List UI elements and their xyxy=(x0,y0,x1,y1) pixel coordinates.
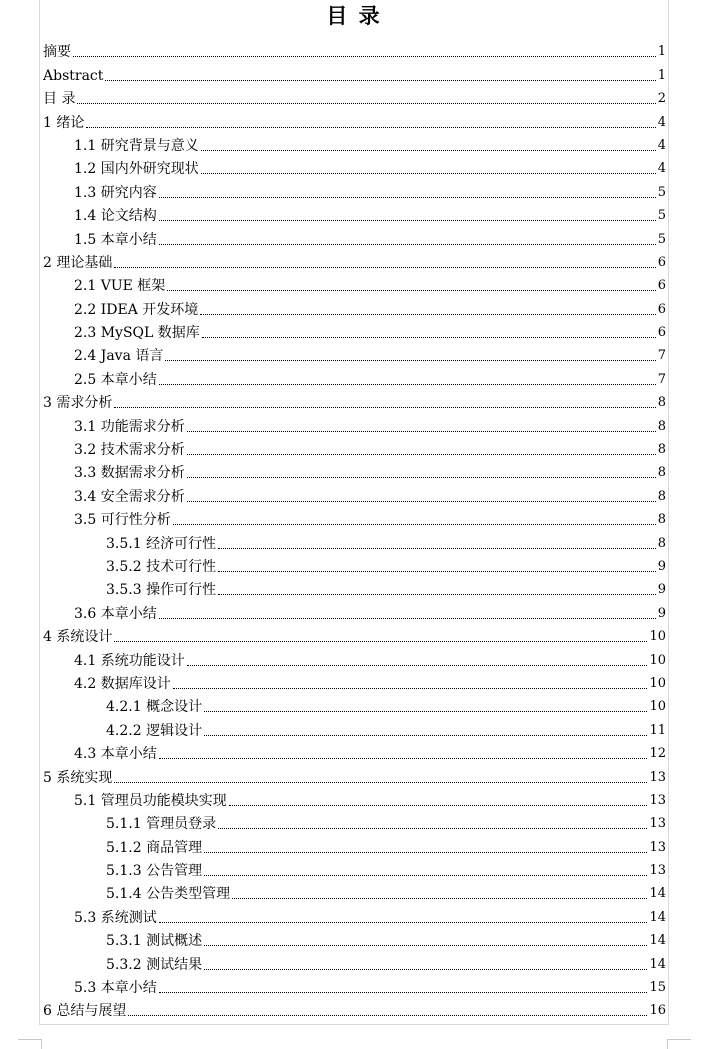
toc-entry-label: 1.5 本章小结 xyxy=(74,231,157,248)
toc-dot-leader xyxy=(187,501,656,502)
toc-entry[interactable] xyxy=(43,202,666,225)
page-corner-mark-left xyxy=(18,1039,42,1048)
toc-entry[interactable] xyxy=(43,646,666,669)
toc-entry-label: 2.1 VUE 框架 xyxy=(74,278,166,295)
toc-entry-label: 5.3 本章小结 xyxy=(74,980,157,997)
toc-dot-leader xyxy=(114,267,655,268)
toc-entry[interactable] xyxy=(43,132,666,155)
toc-entry[interactable] xyxy=(43,787,666,810)
toc-dot-leader xyxy=(218,594,656,595)
toc-entry-page-number: 13 xyxy=(649,816,666,832)
toc-entry-page-number: 13 xyxy=(649,839,666,855)
toc-dot-leader xyxy=(165,360,655,361)
toc-entry[interactable] xyxy=(43,974,666,997)
toc-entry-page-number: 5 xyxy=(657,208,666,224)
toc-entry[interactable] xyxy=(43,155,666,178)
toc-dot-leader xyxy=(204,875,647,876)
toc-dot-leader xyxy=(173,688,648,689)
toc-entry-page-number: 1 xyxy=(657,67,666,83)
toc-entry[interactable] xyxy=(43,693,666,716)
toc-entry-label: 1 绪论 xyxy=(43,114,85,131)
toc-entry-page-number: 6 xyxy=(657,278,666,294)
toc-entry[interactable] xyxy=(43,670,666,693)
toc-entry-label: 3.5.1 经济可行性 xyxy=(106,535,217,552)
toc-entry-page-number: 11 xyxy=(649,722,666,738)
toc-entry-page-number: 8 xyxy=(657,535,666,551)
toc-dot-leader xyxy=(159,220,656,221)
toc-entry-page-number: 8 xyxy=(657,488,666,504)
toc-entry-page-number: 2 xyxy=(657,91,666,107)
toc-entry-label: 4.2 数据库设计 xyxy=(74,675,171,692)
toc-entry-page-number: 16 xyxy=(649,1003,666,1019)
toc-entry[interactable] xyxy=(43,365,666,388)
toc-dot-leader xyxy=(159,758,648,759)
toc-entry-page-number: 6 xyxy=(657,301,666,317)
toc-entry-label: 4 系统设计 xyxy=(43,629,113,646)
toc-entry-label: 5.1.4 公告类型管理 xyxy=(106,886,231,903)
toc-entry-label: 3 需求分析 xyxy=(43,395,113,412)
toc-entry-page-number: 14 xyxy=(649,886,666,902)
toc-entry[interactable] xyxy=(43,833,666,856)
toc-entry[interactable] xyxy=(43,576,666,599)
toc-entry-label: 5.1.1 管理员登录 xyxy=(106,816,217,833)
toc-entry-page-number: 1 xyxy=(657,44,666,60)
toc-entry[interactable] xyxy=(43,810,666,833)
toc-entry-label: 目 录 xyxy=(43,91,76,108)
toc-entry[interactable] xyxy=(43,295,666,318)
toc-entry[interactable] xyxy=(43,740,666,763)
toc-entry-label: 5.1.2 商品管理 xyxy=(106,839,203,856)
toc-entry-label: 4.2.2 逻辑设计 xyxy=(106,722,203,739)
toc-entry-label: 2.4 Java 语言 xyxy=(74,348,164,365)
toc-entry[interactable] xyxy=(43,599,666,622)
toc-entry-label: 6 总结与展望 xyxy=(43,1003,127,1020)
toc-dot-leader xyxy=(114,407,655,408)
toc-dot-leader xyxy=(187,431,656,432)
toc-entry-label: 3.2 技术需求分析 xyxy=(74,442,185,459)
toc-entry-page-number: 4 xyxy=(657,137,666,153)
toc-entry[interactable] xyxy=(43,61,666,84)
toc-entry[interactable] xyxy=(43,319,666,342)
toc-entry[interactable] xyxy=(43,529,666,552)
toc-entry[interactable] xyxy=(43,997,666,1020)
toc-entry-page-number: 7 xyxy=(657,371,666,387)
toc-entry-label: 5.3.1 测试概述 xyxy=(106,933,203,950)
toc-dot-leader xyxy=(204,945,647,946)
toc-entry[interactable] xyxy=(43,272,666,295)
toc-entry-page-number: 5 xyxy=(657,231,666,247)
toc-entry-label: 2 理论基础 xyxy=(43,254,113,271)
toc-dot-leader xyxy=(114,641,647,642)
toc-entry-label: 2.3 MySQL 数据库 xyxy=(74,325,200,342)
toc-entry-page-number: 9 xyxy=(657,605,666,621)
toc-dot-leader xyxy=(218,548,656,549)
toc-entry-label: 1.1 研究背景与意义 xyxy=(74,137,199,154)
toc-dot-leader xyxy=(204,711,647,712)
toc-dot-leader xyxy=(229,805,648,806)
toc-entry-page-number: 4 xyxy=(657,114,666,130)
toc-entry-label: 4.3 本章小结 xyxy=(74,746,157,763)
toc-dot-leader xyxy=(128,1015,647,1016)
toc-entry-label: 3.1 功能需求分析 xyxy=(74,418,185,435)
toc-dot-leader xyxy=(187,454,656,455)
toc-entry[interactable] xyxy=(43,880,666,903)
toc-entry[interactable] xyxy=(43,459,666,482)
toc-entry[interactable] xyxy=(43,857,666,880)
toc-dot-leader xyxy=(204,735,647,736)
toc-entry-page-number: 6 xyxy=(657,254,666,270)
toc-entry-label: Abstract xyxy=(43,67,104,84)
toc-entry-page-number: 9 xyxy=(657,582,666,598)
toc-dot-leader xyxy=(159,197,656,198)
toc-dot-leader xyxy=(77,103,655,104)
toc-entry-page-number: 12 xyxy=(649,746,666,762)
page-corner-mark-right xyxy=(667,1039,691,1048)
toc-entry-label: 2.5 本章小结 xyxy=(74,371,157,388)
toc-entry-page-number: 13 xyxy=(649,792,666,808)
document-page xyxy=(39,0,669,1025)
toc-dot-leader xyxy=(86,127,655,128)
toc-entry-page-number: 10 xyxy=(649,652,666,668)
toc-entry[interactable] xyxy=(43,342,666,365)
toc-dot-leader xyxy=(159,244,656,245)
toc-entry-page-number: 10 xyxy=(649,629,666,645)
toc-entry[interactable] xyxy=(43,553,666,576)
toc-entry[interactable] xyxy=(43,763,666,786)
toc-dot-leader xyxy=(202,337,656,338)
toc-entry-label: 5.1 管理员功能模块实现 xyxy=(74,792,227,809)
toc-entry[interactable] xyxy=(43,389,666,412)
toc-entry[interactable] xyxy=(43,950,666,973)
toc-entry[interactable] xyxy=(43,38,666,61)
toc-dot-leader xyxy=(201,150,656,151)
toc-entry-label: 3.5.2 技术可行性 xyxy=(106,558,217,575)
toc-entry-page-number: 15 xyxy=(649,980,666,996)
toc-dot-leader xyxy=(167,290,655,291)
toc-dot-leader xyxy=(159,992,648,993)
toc-entry-label: 3.5 可行性分析 xyxy=(74,512,171,529)
toc-entry-label: 5 系统实现 xyxy=(43,769,113,786)
toc-entry[interactable] xyxy=(43,412,666,435)
toc-entry[interactable] xyxy=(43,225,666,248)
toc-entry-label: 4.2.1 概念设计 xyxy=(106,699,203,716)
toc-dot-leader xyxy=(73,56,656,57)
toc-dot-leader xyxy=(218,828,647,829)
toc-entry-label: 1.3 研究内容 xyxy=(74,184,157,201)
toc-entry-page-number: 10 xyxy=(649,699,666,715)
toc-entry-label: 1.2 国内外研究现状 xyxy=(74,161,199,178)
toc-entry-label: 5.3.2 测试结果 xyxy=(106,956,203,973)
toc-entry[interactable] xyxy=(43,903,666,926)
toc-dot-leader xyxy=(187,477,656,478)
toc-dot-leader xyxy=(159,384,656,385)
toc-dot-leader xyxy=(201,173,656,174)
toc-entry-label: 3.3 数据需求分析 xyxy=(74,465,185,482)
toc-dot-leader xyxy=(114,782,647,783)
toc-entry[interactable] xyxy=(43,927,666,950)
toc-entry-label: 5.3 系统测试 xyxy=(74,909,157,926)
toc-dot-leader xyxy=(218,571,656,572)
toc-entry[interactable] xyxy=(43,482,666,505)
toc-dot-leader xyxy=(204,969,647,970)
toc-entry[interactable] xyxy=(43,108,666,131)
toc-entry-page-number: 6 xyxy=(657,325,666,341)
toc-entry-label: 1.4 论文结构 xyxy=(74,208,157,225)
toc-entry-label: 4.1 系统功能设计 xyxy=(74,652,185,669)
toc-entry[interactable] xyxy=(43,436,666,459)
toc-dot-leader xyxy=(173,524,656,525)
toc-entry-page-number: 14 xyxy=(649,933,666,949)
toc-entry-label: 摘要 xyxy=(43,44,71,61)
toc-entry-label: 3.5.3 操作可行性 xyxy=(106,582,217,599)
toc-entry-label: 3.4 安全需求分析 xyxy=(74,488,185,505)
toc-entry[interactable] xyxy=(43,85,666,108)
toc-list xyxy=(43,38,666,1020)
toc-entry-page-number: 8 xyxy=(657,395,666,411)
toc-entry[interactable] xyxy=(43,178,666,201)
toc-entry-page-number: 5 xyxy=(657,184,666,200)
toc-entry-page-number: 9 xyxy=(657,558,666,574)
toc-dot-leader xyxy=(105,80,655,81)
toc-entry-label: 2.2 IDEA 开发环境 xyxy=(74,301,199,318)
toc-entry[interactable] xyxy=(43,623,666,646)
toc-dot-leader xyxy=(232,898,647,899)
toc-entry[interactable] xyxy=(43,506,666,529)
toc-title: 目 录 xyxy=(326,3,382,28)
toc-entry-page-number: 4 xyxy=(657,161,666,177)
toc-dot-leader xyxy=(159,618,656,619)
toc-entry-label: 3.6 本章小结 xyxy=(74,605,157,622)
toc-entry-page-number: 14 xyxy=(649,909,666,925)
toc-entry[interactable] xyxy=(43,716,666,739)
toc-entry-page-number: 8 xyxy=(657,465,666,481)
toc-entry-page-number: 8 xyxy=(657,442,666,458)
toc-entry-page-number: 7 xyxy=(657,348,666,364)
toc-dot-leader xyxy=(159,922,648,923)
toc-dot-leader xyxy=(200,314,655,315)
toc-entry-page-number: 13 xyxy=(649,769,666,785)
toc-entry[interactable] xyxy=(43,249,666,272)
toc-entry-page-number: 14 xyxy=(649,956,666,972)
toc-dot-leader xyxy=(204,852,647,853)
toc-entry-page-number: 8 xyxy=(657,418,666,434)
toc-entry-label: 5.1.3 公告管理 xyxy=(106,863,203,880)
toc-entry-page-number: 13 xyxy=(649,863,666,879)
toc-entry-page-number: 8 xyxy=(657,512,666,528)
toc-entry-page-number: 10 xyxy=(649,675,666,691)
toc-dot-leader xyxy=(187,665,648,666)
